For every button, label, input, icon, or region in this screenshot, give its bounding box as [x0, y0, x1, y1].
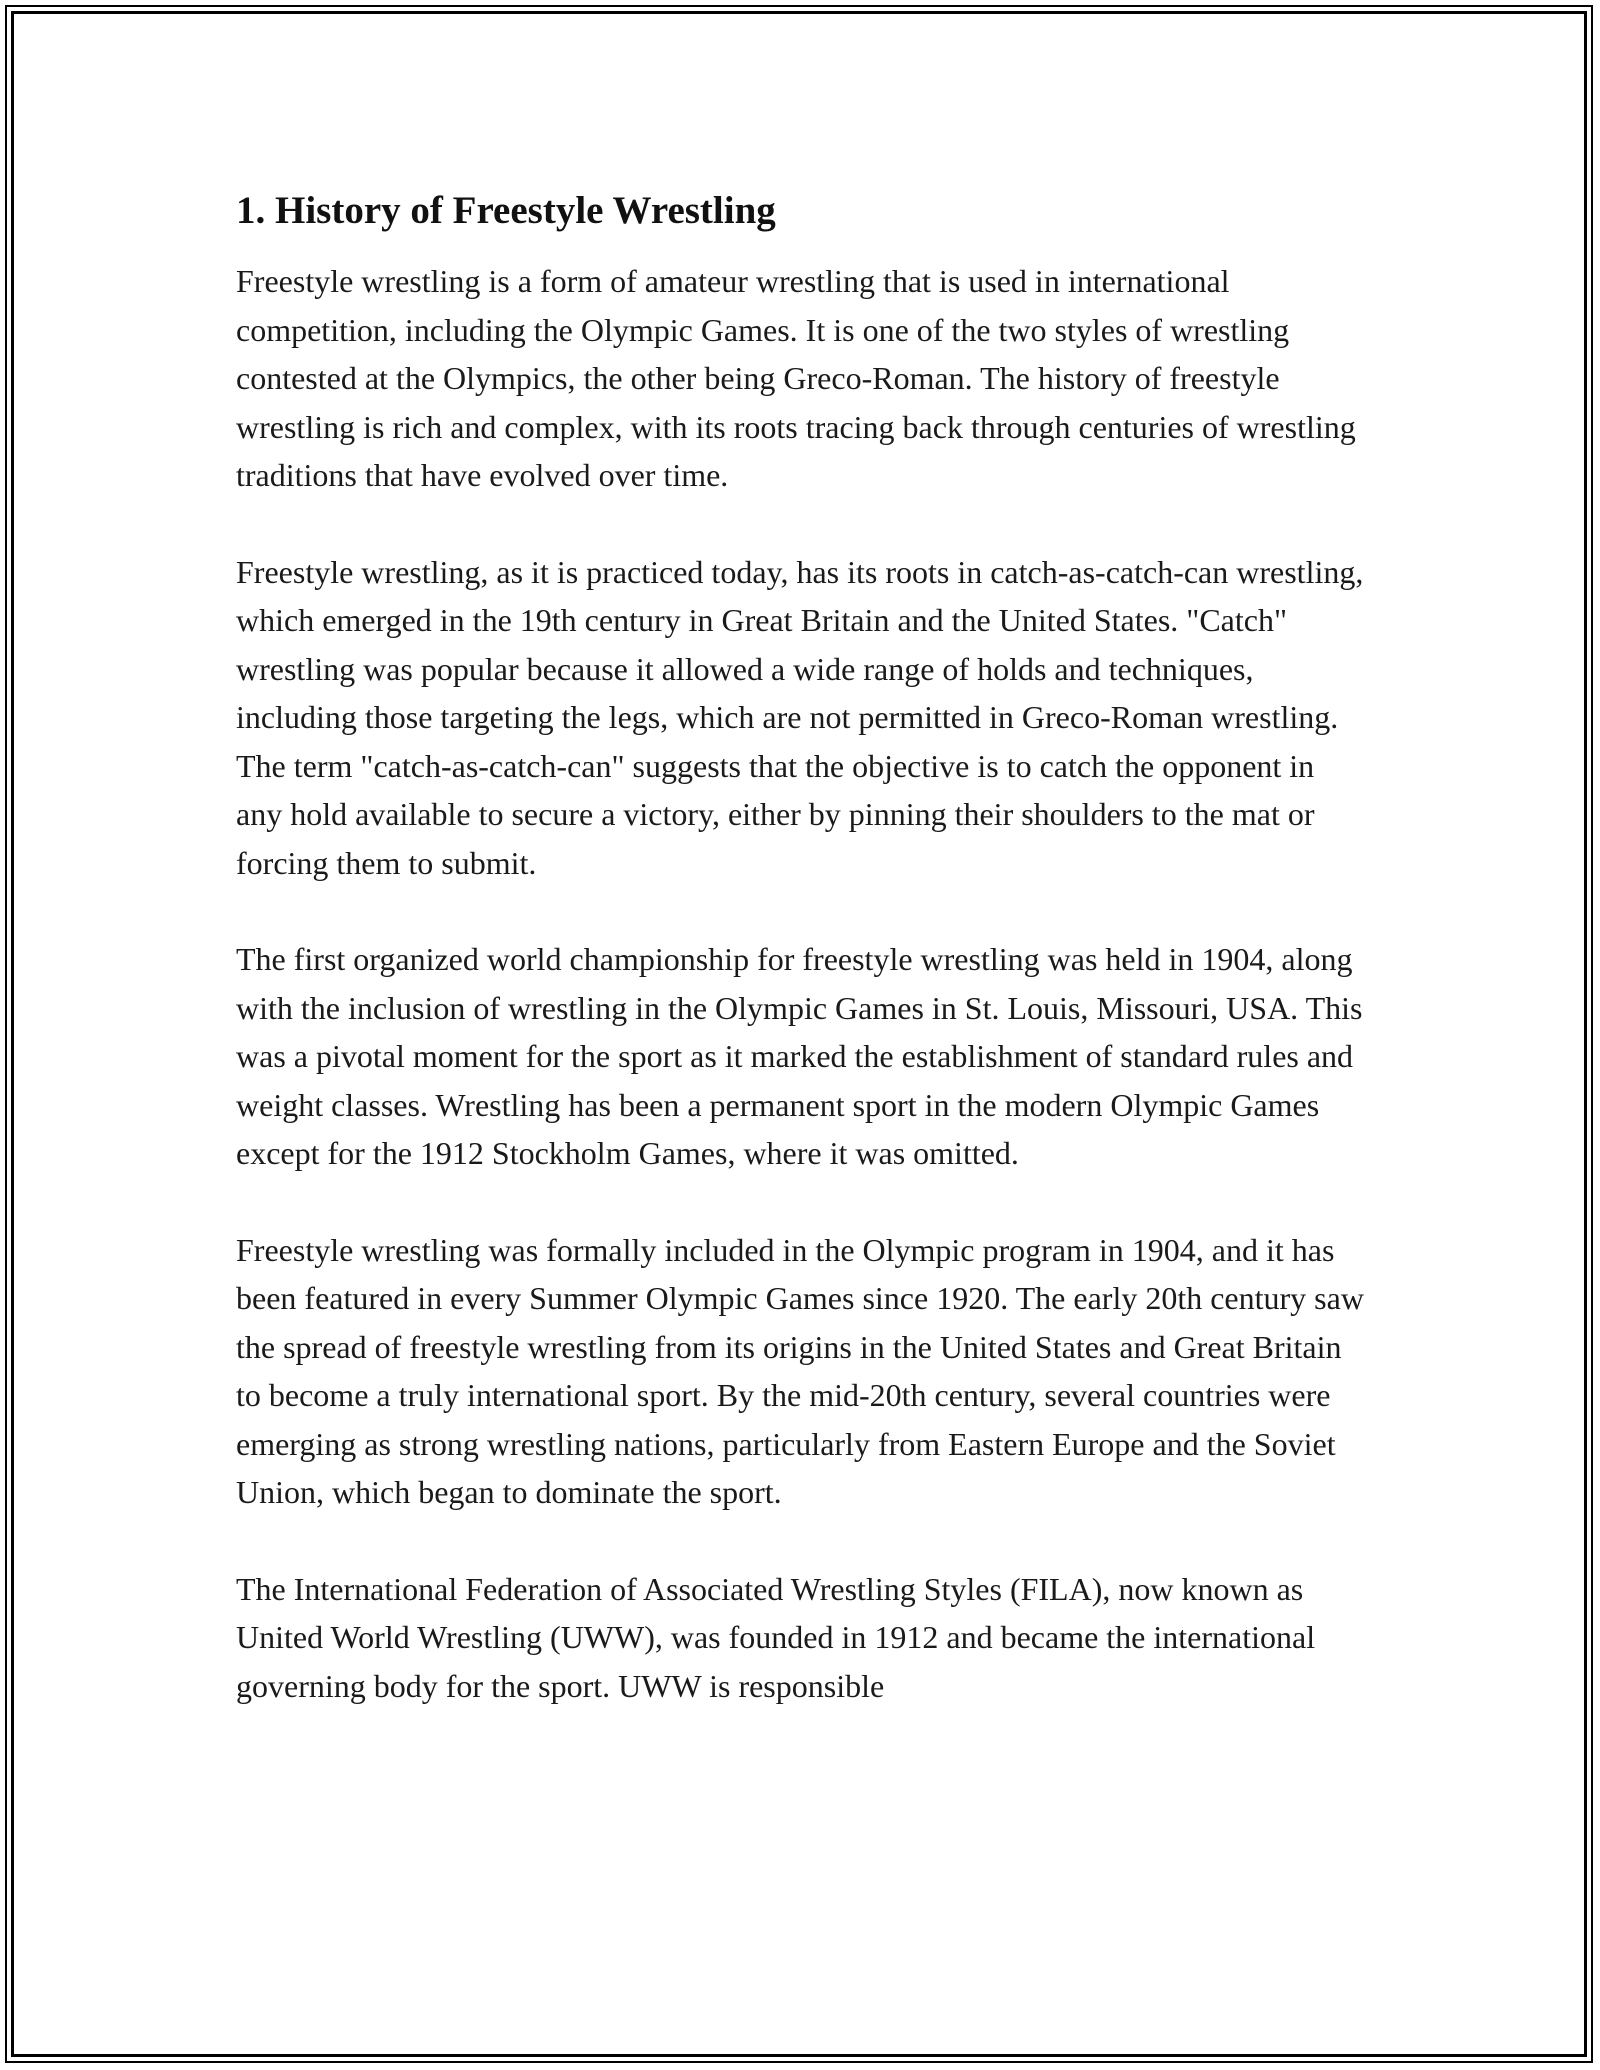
paragraph-2: Freestyle wrestling, as it is practiced today, has its roots in catch-as-catch-can wrestling, which emerged in the 19th century in Great Britain and the United States. "Catch" wrestling was popular because it allowed a wide range of holds and techniques, including those targeting the legs, which are not permitted in Greco-Roman wrestling. The term "catch-as-catch-can" suggests that the objective is to catch the opponent in any hold available to secure a victory, either by pinning their shoulders to the mat or forcing them to submit.: [236, 553, 1364, 881]
section-heading: 1. History of Freestyle Wrestling: [236, 189, 776, 232]
paragraph-1: Freestyle wrestling is a form of amateur wrestling that is used in international competition, including the Olympic Games. It is one of the two styles of wrestling contested at the Olympics, the other being Greco-Roman. The history of freestyle wrestling is rich and complex, with its roots tracing back through centuries of wrestling traditions that have evolved over time.: [236, 263, 1356, 493]
paragraph-3: The first organized world championship for freestyle wrestling was held in 1904, along with the inclusion of wrestling in the Olympic Games in St. Louis, Missouri, USA. This was a pivotal moment for the sport as it marked the establishment of standard rules and weight classes. Wrestling has been a permanent sport in the modern Olympic Games except for the 1912 Stockholm Games, where it was omitted.: [236, 941, 1363, 1171]
paragraph-5: The International Federation of Associated Wrestling Styles (FILA), now known as United World Wrestling (UWW), was founded in 1912 and became the international governing body for the sport. UWW is responsible: [236, 1570, 1316, 1704]
document-body: [236, 186, 1366, 1758]
paragraph-4: Freestyle wrestling was formally included in the Olympic program in 1904, and it has been featured in every Summer Olympic Games since 1920. The early 20th century saw the spread of freestyle wrestling from its origins in the United States and Great Britain to become a truly international sport. By the mid-20th century, several countries were emerging as strong wrestling nations, particularly from Eastern Europe and the Soviet Union, which began to dominate the sport.: [236, 1231, 1364, 1510]
